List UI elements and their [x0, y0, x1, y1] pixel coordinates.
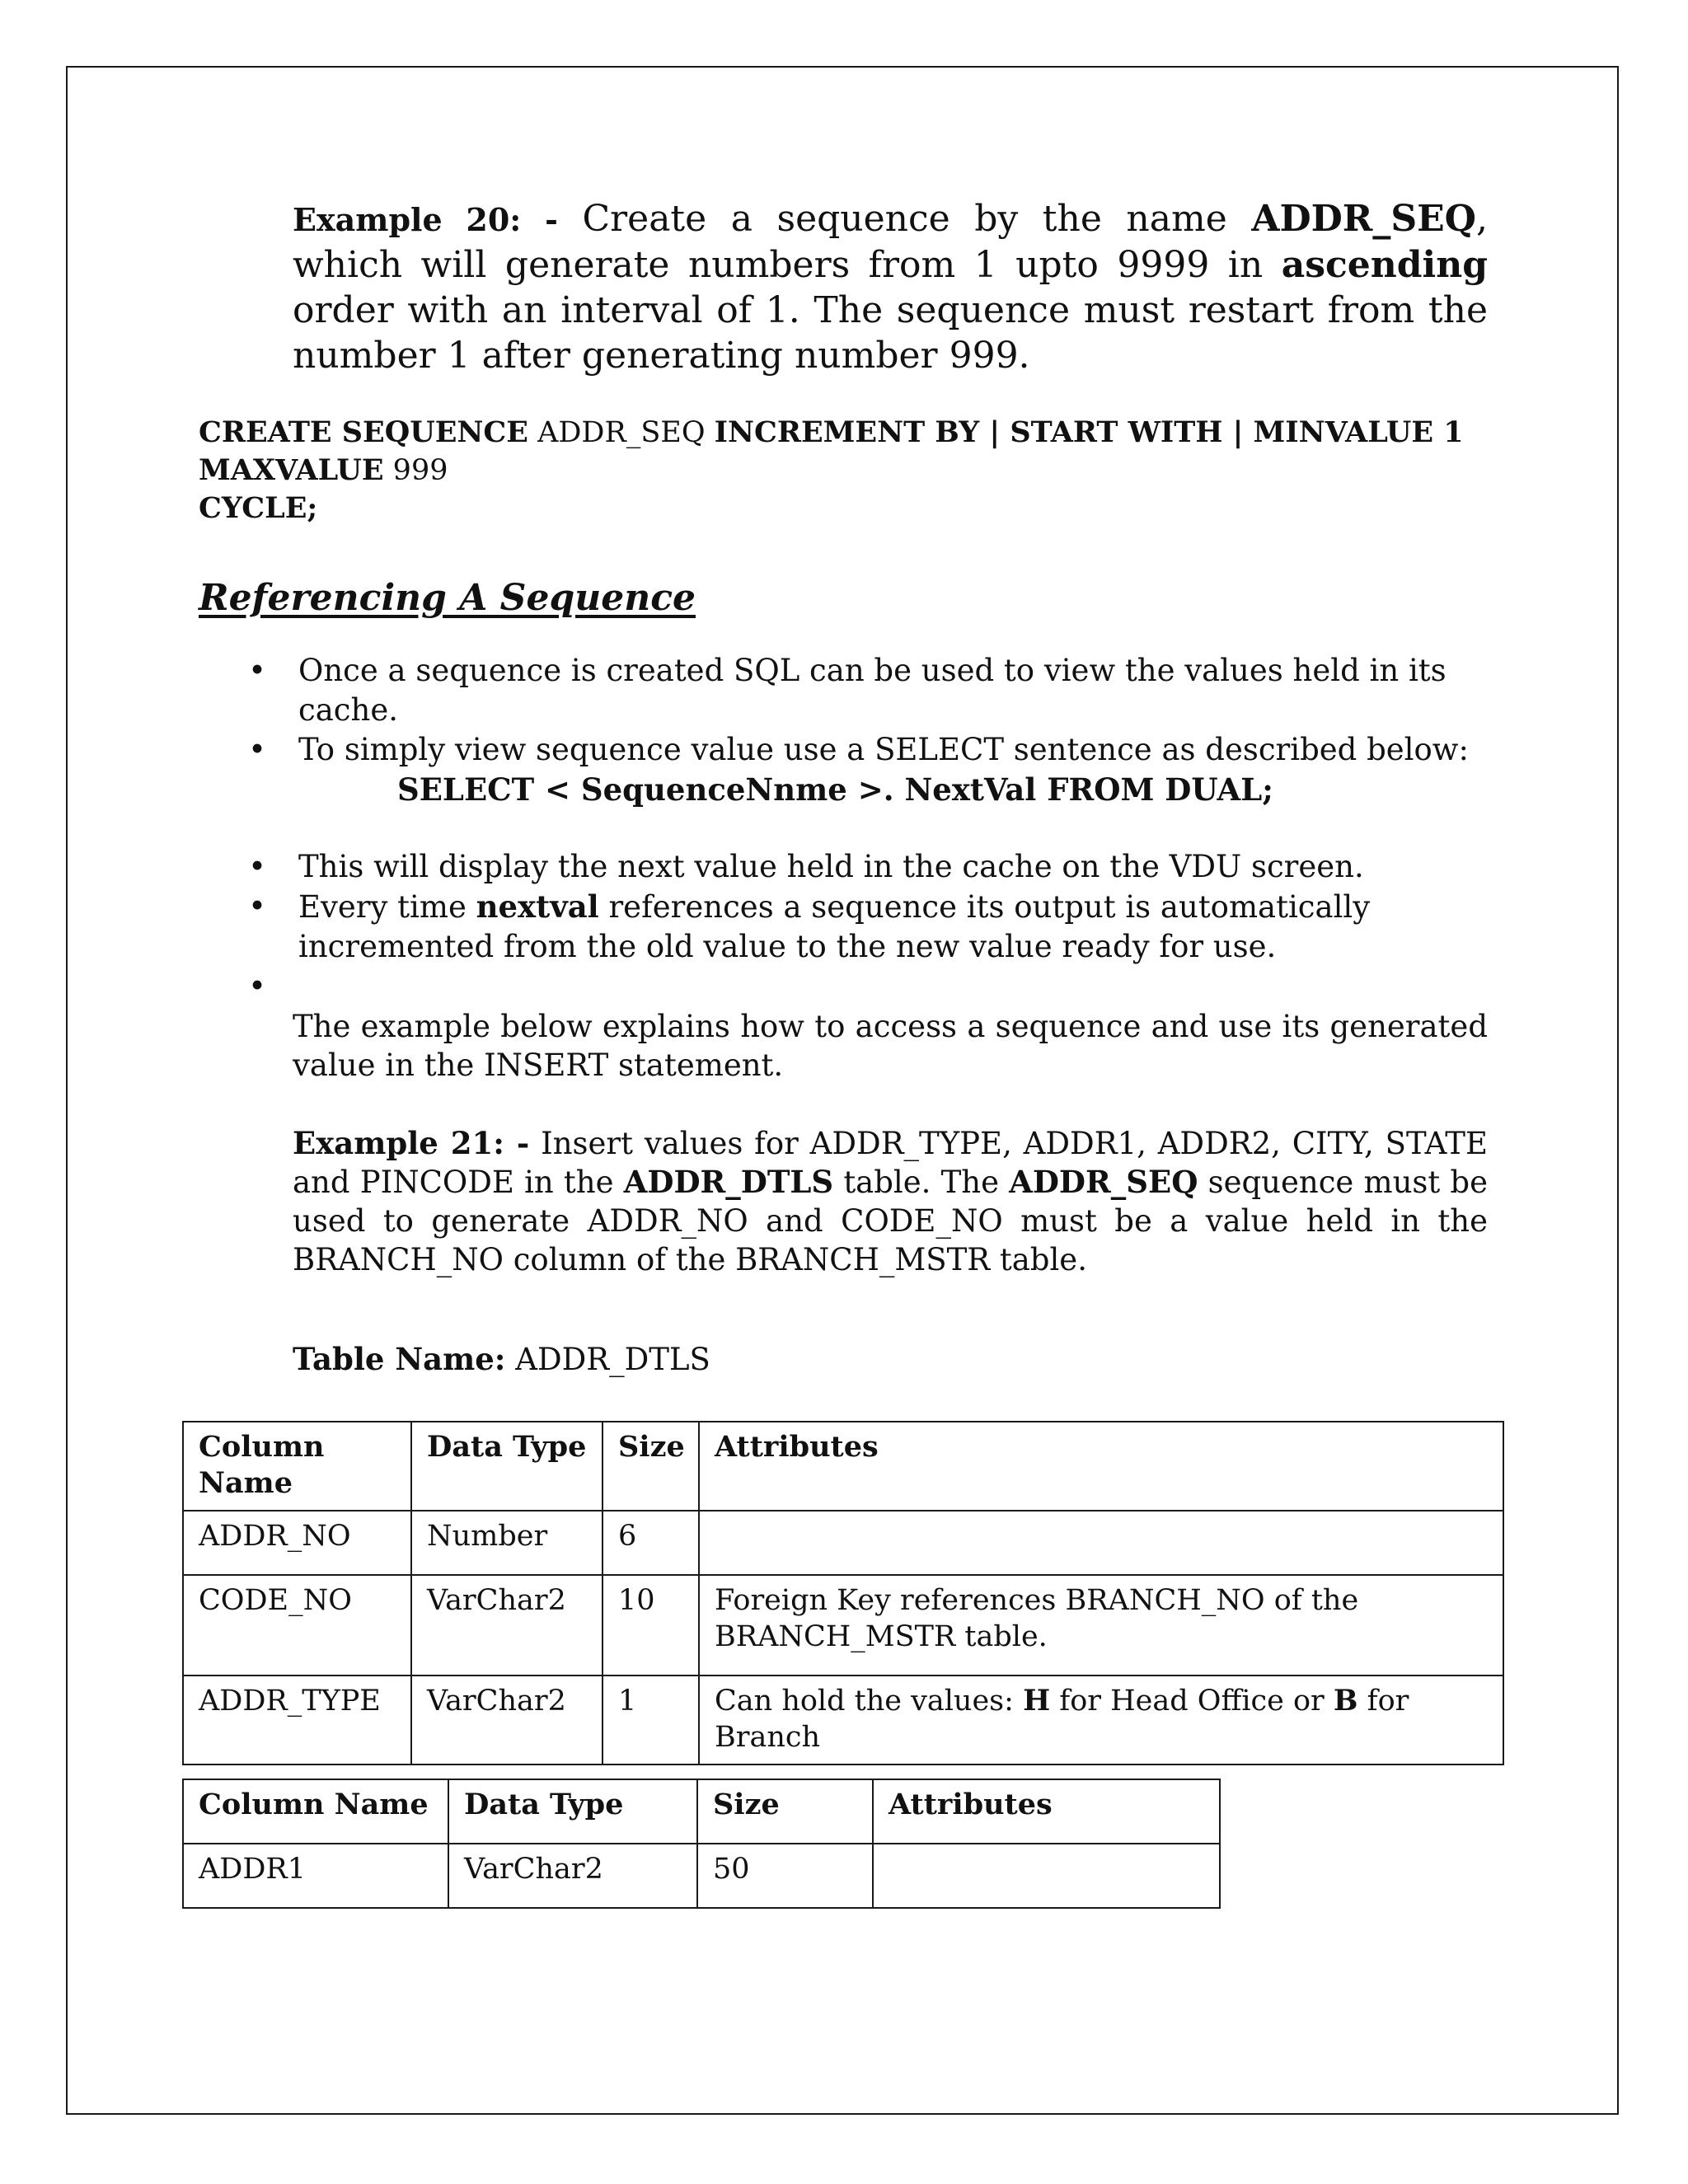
addr-dtls-table-2 — [182, 1779, 1221, 1909]
sql-keyword: CREATE SEQUENCE — [199, 415, 528, 449]
table-cell: VarChar2 — [411, 1675, 603, 1765]
cell-text: for Branch — [715, 1685, 1409, 1754]
list-item-text: Every time — [298, 889, 476, 925]
sequence-name-bold: ADDR_SEQ — [1009, 1164, 1198, 1200]
example-21-label: Example 21: - — [293, 1125, 530, 1161]
ascending-keyword: ascending — [1281, 244, 1488, 286]
sql-sequence-name: ADDR_SEQ — [528, 416, 715, 449]
bullet-icon: • — [248, 849, 266, 884]
table-cell: 1 — [603, 1675, 699, 1765]
table-cell: 6 — [603, 1511, 699, 1575]
bullet-icon: • — [248, 732, 266, 767]
table-cell: 50 — [697, 1844, 873, 1908]
nextval-keyword: nextval — [476, 888, 599, 925]
table-header-row — [183, 1779, 1220, 1844]
example-intro-paragraph: The example below explains how to access a sequence and use its generated value in the INSERT statement. — [293, 1009, 1488, 1083]
table-cell: ADDR1 — [183, 1844, 448, 1908]
example-21-text: Insert values for ADDR_TYPE, ADDR1, ADDR2, CITY, STATE and PINCODE in the — [293, 1126, 1488, 1200]
header-cell: Attributes — [699, 1422, 1503, 1511]
table-header-row — [183, 1422, 1503, 1511]
example-21-text: sequence must be used to generate ADDR_NO and CODE_NO must be a value held in the BRANCH_NO column of the BRANCH_MSTR table. — [293, 1165, 1488, 1277]
example-20-paragraph — [293, 196, 1488, 378]
list-item — [247, 651, 1492, 730]
header-cell: Column Name — [183, 1422, 411, 1511]
header-cell: Size — [697, 1779, 873, 1844]
list-item-text: Once a sequence is created SQL can be used to view the values held in its cache. — [298, 653, 1447, 728]
header-cell: Attributes — [873, 1779, 1220, 1844]
list-item — [247, 730, 1492, 770]
table-row — [183, 1575, 1503, 1675]
cell-text: Can hold the values: — [715, 1685, 1024, 1718]
section-heading: Referencing A Sequence — [199, 577, 696, 619]
header-cell: Data Type — [411, 1422, 603, 1511]
header-cell: Size — [603, 1422, 699, 1511]
example-20-text: , which will generate numbers from 1 upto 9999 in — [293, 198, 1488, 286]
table-cell — [699, 1675, 1503, 1765]
table-name-line — [293, 1340, 1488, 1379]
cell-bold: H — [1023, 1684, 1051, 1718]
bullet-icon: • — [248, 653, 266, 688]
table-cell: Number — [411, 1511, 603, 1575]
list-item-empty — [247, 967, 1492, 1006]
table-cell: ADDR_TYPE — [183, 1675, 411, 1765]
list-item-text: To simply view sequence value use a SELECT sentence as described below: — [298, 732, 1469, 767]
list-item — [247, 847, 1492, 887]
table-cell: VarChar2 — [448, 1844, 697, 1908]
example-21-paragraph — [293, 1124, 1488, 1279]
bullet-list-top — [247, 651, 1492, 770]
create-sequence-statement — [199, 414, 1484, 527]
list-item — [247, 887, 1492, 967]
table-cell: Foreign Key references BRANCH_NO of the BRANCH_MSTR table. — [699, 1575, 1503, 1675]
table-cell: CODE_NO — [183, 1575, 411, 1675]
table-row — [183, 1511, 1503, 1575]
example-20-label: Example 20: - — [293, 201, 558, 238]
sql-max-value: 999 — [383, 454, 448, 487]
table-name-value: ADDR_DTLS — [505, 1342, 710, 1377]
header-cell: Column Name — [183, 1779, 448, 1844]
bullet-icon: • — [248, 888, 266, 924]
table-cell: VarChar2 — [411, 1575, 603, 1675]
list-item-text: This will display the next value held in the cache on the VDU screen. — [298, 849, 1364, 884]
table-cell: ADDR_NO — [183, 1511, 411, 1575]
example-21-text: table. The — [833, 1165, 1010, 1200]
table-cell — [873, 1844, 1220, 1908]
example-20-text: Create a sequence by the name — [557, 198, 1252, 240]
cell-text: for Head Office or — [1050, 1685, 1334, 1718]
table-name-bold: ADDR_DTLS — [623, 1164, 834, 1200]
sequence-name: ADDR_SEQ — [1251, 198, 1476, 240]
bullet-list-bottom — [247, 847, 1492, 1006]
sql-keyword: INCREMENT BY | START WITH | MINVALUE 1 MAXVALUE — [199, 415, 1464, 487]
table-row — [183, 1675, 1503, 1765]
bullet-icon: • — [248, 968, 266, 1004]
table-row — [183, 1844, 1220, 1908]
example-20-text: order with an interval of 1. The sequence must restart from the number 1 after generating number 999. — [293, 289, 1488, 377]
table-cell: 10 — [603, 1575, 699, 1675]
header-cell: Data Type — [448, 1779, 697, 1844]
sql-keyword: CYCLE; — [199, 491, 318, 525]
select-statement: SELECT < SequenceNnme >. NextVal FROM DUAL; — [397, 771, 1273, 808]
addr-dtls-table-1 — [182, 1421, 1504, 1765]
list-item-text: references a sequence its output is automatically incremented from the old value to the new value ready for use. — [298, 889, 1371, 964]
table-name-label: Table Name: — [293, 1341, 506, 1377]
table-cell — [699, 1511, 1503, 1575]
cell-bold: B — [1333, 1684, 1358, 1718]
